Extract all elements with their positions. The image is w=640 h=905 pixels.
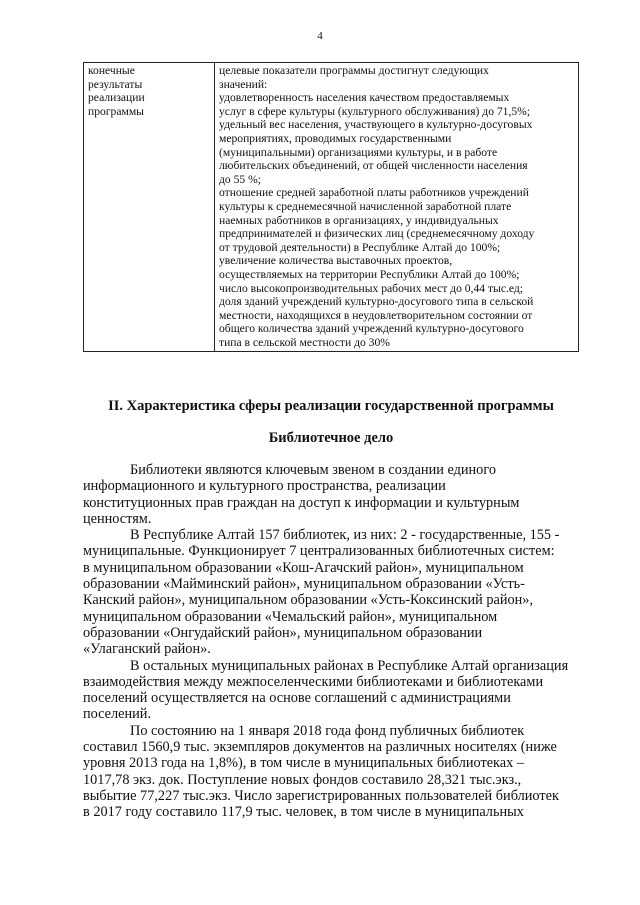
label-line: конечные — [88, 64, 135, 77]
value-line: отношение средней заработной платы работников учреждений — [219, 186, 529, 200]
section-heading: II. Характеристика сферы реализации государственной программы — [108, 398, 554, 414]
value-line: типа в сельской местности до 30% — [219, 335, 390, 349]
label-line: программы — [88, 104, 144, 118]
value-line: (муниципальными) организациями культуры, и в работе — [219, 145, 498, 159]
paragraph-line: в 2017 году составило 117,9 тыс. человек, в том числе в муниципальных — [83, 804, 524, 821]
value-line: число высокопроизводительных рабочих мест до 0,44 тыс.ед; — [219, 281, 523, 295]
value-line: наемных работников в организациях, у индивидуальных — [219, 213, 499, 227]
paragraph-line: уровня 2013 года на 1,8%), в том числе в муниципальных библиотеках – — [83, 755, 524, 772]
value-line: общего количества зданий учреждений культурно-досугового — [219, 322, 524, 336]
paragraph-line: составил 1560,9 тыс. экземпляров документов на различных носителях (ниже — [83, 739, 557, 756]
paragraph-line: выбытие 77,227 тыс.экз. Число зарегистрированных пользователей библиотек — [83, 787, 559, 804]
paragraph-line: В Республике Алтай 157 библиотек, из них: 2 - государственные, 155 - — [130, 527, 560, 544]
paragraph-line: образовании «Майминский район», муниципальном образовании «Усть- — [83, 576, 525, 593]
value-line: услуг в сфере культуры (культурного обслуживания) до 71,5%; — [219, 104, 531, 118]
paragraph-line: «Улаганский район». — [83, 641, 211, 658]
paragraph-line: муниципальные. Функционирует 7 централизованных библиотечных систем: — [83, 543, 555, 560]
row-label-cell — [84, 63, 215, 352]
paragraph-line: в муниципальном образовании «Кош-Агачский район», муниципальном — [83, 559, 524, 576]
paragraph-line: информационного и культурного пространства, реализации — [83, 478, 446, 495]
value-line: до 55 %; — [219, 172, 261, 186]
paragraph-line: поселений. — [83, 706, 152, 723]
value-line: от трудовой деятельности) в Республике Алтай до 100%; — [219, 240, 501, 254]
paragraph-line: 1017,78 экз. док. Поступление новых фондов составило 28,321 тыс.экз., — [83, 771, 522, 788]
sub-heading: Библиотечное дело — [268, 430, 394, 446]
value-line: культуры к среднемесячной начисленной заработной плате — [219, 199, 512, 213]
paragraph-line: образовании «Онгудайский район», муниципальном образовании — [83, 624, 483, 641]
paragraph-line: муниципальном образовании «Чемальский район», муниципальном — [83, 608, 498, 625]
paragraph-line: В остальных муниципальных районах в Республике Алтай организация — [130, 657, 569, 674]
row-value-cell — [215, 63, 579, 352]
paragraph-line: поселений осуществляется на основе соглашений с администрациями — [83, 690, 511, 707]
page-number: 4 — [317, 30, 323, 42]
value-line: местности, находящихся в неудовлетворительном состоянии от — [219, 308, 533, 322]
value-line: доля зданий учреждений культурно-досугового типа в сельской — [219, 295, 534, 309]
paragraph-line: По состоянию на 1 января 2018 года фонд публичных библиотек — [130, 722, 525, 739]
program-results-table — [83, 62, 579, 352]
value-line: предпринимателей и физических лиц (среднемесячному доходу — [219, 227, 535, 241]
paragraph-line: ценностям. — [83, 510, 152, 527]
body-text — [83, 462, 579, 821]
value-line: мероприятиях, проводимых государственными — [219, 131, 452, 145]
value-line: целевые показатели программы достигнут следующих — [219, 64, 489, 77]
label-line: реализации — [88, 91, 145, 105]
table-row — [84, 63, 579, 352]
paragraph-line: Библиотеки являются ключевым звеном в создании единого — [130, 462, 496, 478]
value-line: значений: — [219, 77, 268, 91]
paragraph-line: взаимодействия между межпоселенческими библиотеками и библиотеками — [83, 673, 544, 690]
value-line: удовлетворенность населения качеством предоставляемых — [219, 91, 510, 105]
paragraph-line: конституционных прав граждан на доступ к информации и культурным — [83, 494, 520, 511]
value-line: любительских объединений, от общей численности населения — [219, 159, 528, 173]
paragraph-line: Канский район», муниципальном образовании «Усть-Коксинский район», — [83, 592, 534, 609]
value-line: удельный вес населения, участвующего в культурно-досуговых — [219, 118, 533, 132]
value-line: осуществляемых на территории Республики Алтай до 100%; — [219, 267, 520, 281]
value-line: увеличение количества выставочных проектов, — [219, 254, 453, 268]
label-line: результаты — [88, 77, 143, 91]
